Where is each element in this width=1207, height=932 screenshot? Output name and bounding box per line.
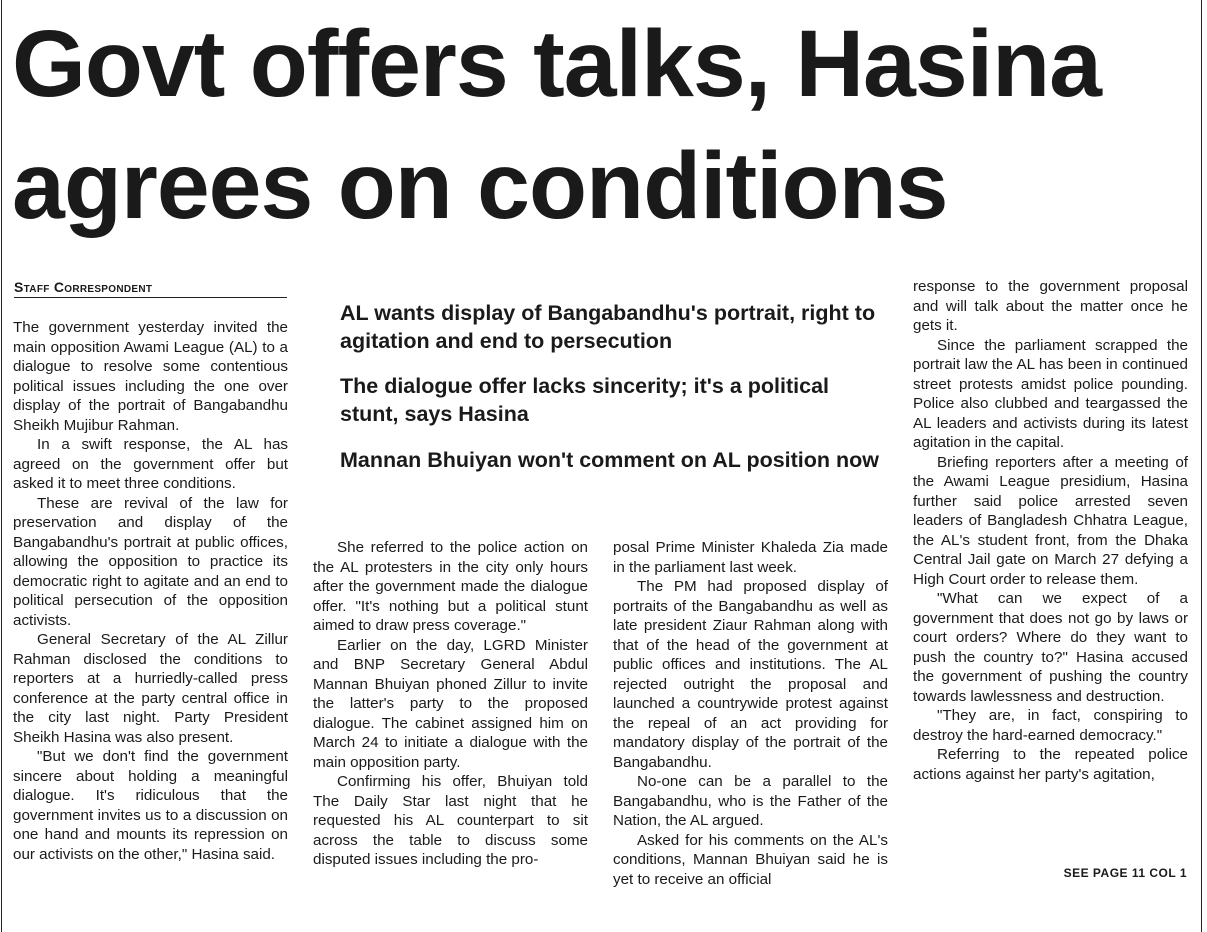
byline [14, 279, 287, 298]
paragraph: "What can we expect of a government that does not go by laws or court orders? Where do they want to push the country to?" Hasina accused the government of pushing the country towards lawlessness and destruction. [913, 590, 1188, 705]
paragraph: "They are, in fact, conspiring to destroy the hard-earned democracy." [913, 707, 1188, 744]
subheading-3: Mannan Bhuiyan won't comment on AL position now [340, 448, 880, 472]
paragraph: The government yesterday invited the main opposition Awami League (AL) to a dialogue to resolve some contentious political issues including the one over display of the portrait of Bangabandhu Sheikh Mujibur Rahman. [13, 319, 288, 434]
paragraph: response to the government proposal and will talk about the matter once he gets it. [913, 278, 1188, 334]
paragraph: General Secretary of the AL Zillur Rahman disclosed the conditions to reporters at a hurriedly-called press conference at the party central office in the city last night. Party President Sheikh Hasina was also present. [13, 631, 288, 746]
paragraph: Briefing reporters after a meeting of the Awami League presidium, Hasina further said police arrested seven leaders of Bangladesh Chhatra League, the AL's student front, from the Dhaka Central Jail gate on March 27 defying a High Court order to release them. [913, 453, 1188, 588]
byline-text: Staff Correspondent [14, 279, 153, 295]
left-border-rule [1, 0, 2, 932]
paragraph: These are revival of the law for preservation and display of the Bangabandhu's portrait at public offices, allowing the opposition to practice its democratic right to agitate and an end to political persecution of the opposition activists. [13, 494, 288, 629]
paragraph: posal Prime Minister Khaleda Zia made in the parliament last week. [613, 539, 888, 576]
article-column-3 [613, 538, 888, 889]
subheading-1: AL wants display of Bangabandhu's portrait, right to agitation and end to persecution [340, 301, 876, 353]
article-column-1 [13, 318, 288, 864]
paragraph: Confirming his offer, Bhuiyan told The Daily Star last night that he requested his AL counterpart to sit across the table to discuss some disputed issues including the pro- [313, 773, 588, 868]
paragraph: Since the parliament scrapped the portrait law the AL has been in continued street protests amidst police pounding. Police also clubbed and teargassed the AL leaders and activists during its latest agitation in the capital. [913, 336, 1188, 451]
paragraph: In a swift response, the AL has agreed on the government offer but asked it to meet three conditions. [13, 436, 288, 492]
paragraph: No-one can be a parallel to the Bangabandhu, who is the Father of the Nation, the AL argued. [613, 773, 888, 829]
subheading-2: The dialogue offer lacks sincerity; it's a political stunt, says Hasina [340, 374, 829, 426]
headline-line-1: Govt offers talks, Hasina [12, 11, 1101, 117]
paragraph: Referring to the repeated police actions against her party's agitation, [913, 746, 1188, 783]
paragraph: Asked for his comments on the AL's conditions, Mannan Bhuiyan said he is yet to receive an official [613, 831, 888, 888]
article-column-2 [313, 538, 588, 870]
paragraph: Earlier on the day, LGRD Minister and BNP Secretary General Abdul Mannan Bhuiyan phoned Zillur to invite the latter's party to the proposed dialogue. The cabinet assigned him on March 24 to initiate a dialogue with the main opposition party. [313, 636, 588, 771]
article-column-4 [913, 277, 1188, 784]
paragraph: "But we don't find the government sincere about holding a meaningful dialogue. It's ridiculous that the government invites us to a discussion on one hand and mounts its repression on our activists on the other," Hasina said. [13, 748, 288, 863]
paragraph: She referred to the police action on the AL protesters in the city only hours after the government made the dialogue offer. "It's nothing but a political stunt aimed to draw press coverage." [313, 539, 588, 634]
right-border-rule [1201, 0, 1202, 932]
headline-line-2: agrees on conditions [12, 133, 948, 239]
paragraph: The PM had proposed display of portraits of the Bangabandhu as well as late president Ziaur Rahman along with that of the head of the government at public offices and institutions. The AL rejected outright the proposal and launched a countrywide protest against the repeal of an act providing for mandatory display of the portrait of the Bangabandhu. [613, 578, 888, 771]
continuation-jump-line: SEE PAGE 11 COL 1 [1063, 866, 1187, 880]
